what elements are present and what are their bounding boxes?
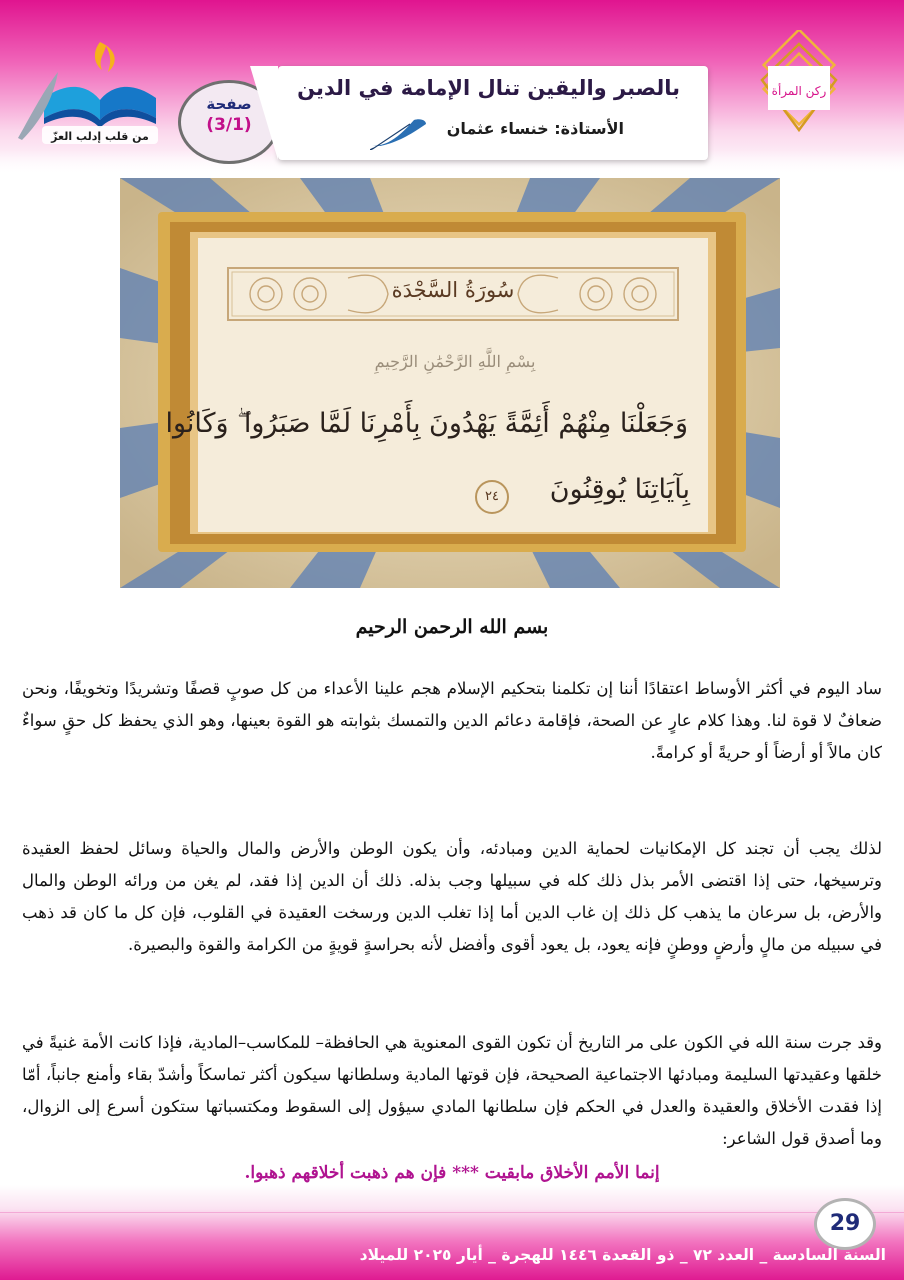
svg-text:من قلب إدلب العزّ: من قلب إدلب العزّ	[51, 130, 149, 143]
verse-line-1: وَجَعَلْنَا مِنْهُمْ أَئِمَّةً يَهْدُونَ بِأَمْرِنَا لَمَّا صَبَرُوا ۖ وَكَانُوا	[165, 408, 688, 439]
author-name: خنساء عثمان	[446, 119, 549, 138]
footer-band	[0, 1185, 904, 1280]
author-label: الأستاذة:	[554, 119, 624, 138]
feather-pen-icon	[370, 116, 428, 150]
issue-info: السنة السادسة _ العدد ٧٢ _ ذو القعدة ١٤٤٦ للهجرة _ أيار ٢٠٢٥ للميلاد	[359, 1246, 886, 1264]
poem-verse: إنما الأمم الأخلاق مابقيت *** فإن هم ذهبت أخلاقهم ذهبوا.	[244, 1163, 660, 1183]
book-icon	[44, 87, 156, 128]
page-label: صفحة	[206, 95, 252, 113]
footer-divider	[0, 1212, 904, 1213]
verse-number: ٢٤	[475, 480, 509, 514]
paragraph-1: ساد اليوم في أكثر الأوساط اعتقادًا أننا إن تكلمنا بتحكيم الإسلام هجم علينا الأعداء من كل صوبٍ قصفًا وتشريدًا وتخويفًا، ونحن ضعافٌ لا قوة لنا. وهذا كلام عارٍ عن الصحة، فإقامة دعائم الدين والتمسك بثوابته هو القوة بعينها، وهو الذي يحفظ كل حقٍ سواءٌ كان مالاً أو أرضاً أو حريةً أو كرامةً.	[22, 679, 882, 762]
svg-text:ركن المرأة: ركن المرأة	[771, 84, 827, 98]
title-banner	[278, 66, 708, 160]
verse-basmala: بِسْمِ اللَّهِ الرَّحْمَٰنِ الرَّحِيمِ	[374, 352, 536, 371]
author-line	[447, 119, 624, 138]
sura-name: سُورَةُ السَّجْدَة	[391, 278, 515, 302]
page-number: 29	[814, 1198, 876, 1250]
verse-line-2: بِآيَاتِنَا يُوقِنُونَ	[549, 474, 690, 505]
page-fraction: (3/1)	[206, 115, 252, 135]
womens-corner-logo	[738, 30, 860, 152]
article-basmala: بسم الله الرحمن الرحيم	[355, 616, 549, 638]
paragraph-3: وقد جرت سنة الله في الكون على مر التاريخ أن تكون القوى المعنوية هي الحافظة– للمكاسب–المادية، فإذا كانت الأمة غنيةً في خلقها وعقيدتها السليمة ومبادئها الاجتماعية الصحيحة، فإن قوتها المادية وسلطانها سيكون أكثر تماسكاً وأشدّ بقاء وأمنع جانباً، أمّا إذا فقدت الأخلاق والعقيدة والعدل في الحكم فإن سلطانها المادي سيؤول إلى السقوط ومكتسباتها ستكون أسرع إلى الزوال، وما أصدق قول الشاعر:	[22, 1033, 882, 1148]
magazine-logo	[14, 20, 164, 150]
logo-flame-icon	[95, 42, 115, 72]
paragraph-2: لذلك يجب أن تجند كل الإمكانيات لحماية الدين ومبادئه، وأن يكون الوطن والأرض والمال والحياة وسائل لحفظ العقيدة وترسيخها، حتى إذا اقتضى الأمر بذل ذلك كله في سبيلها وجب بذله. ذلك أن الدين إذا فقد، لم يغن من ورائه الوطن والمال والأرض، بل سرعان ما يذهب كل ذلك إن غاب الدين أما إذا تغلب الدين ورسخت العقيدة في القلوب، فإن كل ما كان قد ذهب في سبيله من مالٍ وأرضٍ ووطنٍ فإنه يعود، بل يعود أقوى وأفضل لأنه بحراسةٍ قويةٍ من الكرامة والقوة والبصيرة.	[22, 839, 882, 954]
article-title: بالصبر واليقين تنال الإمامة في الدين	[297, 76, 680, 100]
